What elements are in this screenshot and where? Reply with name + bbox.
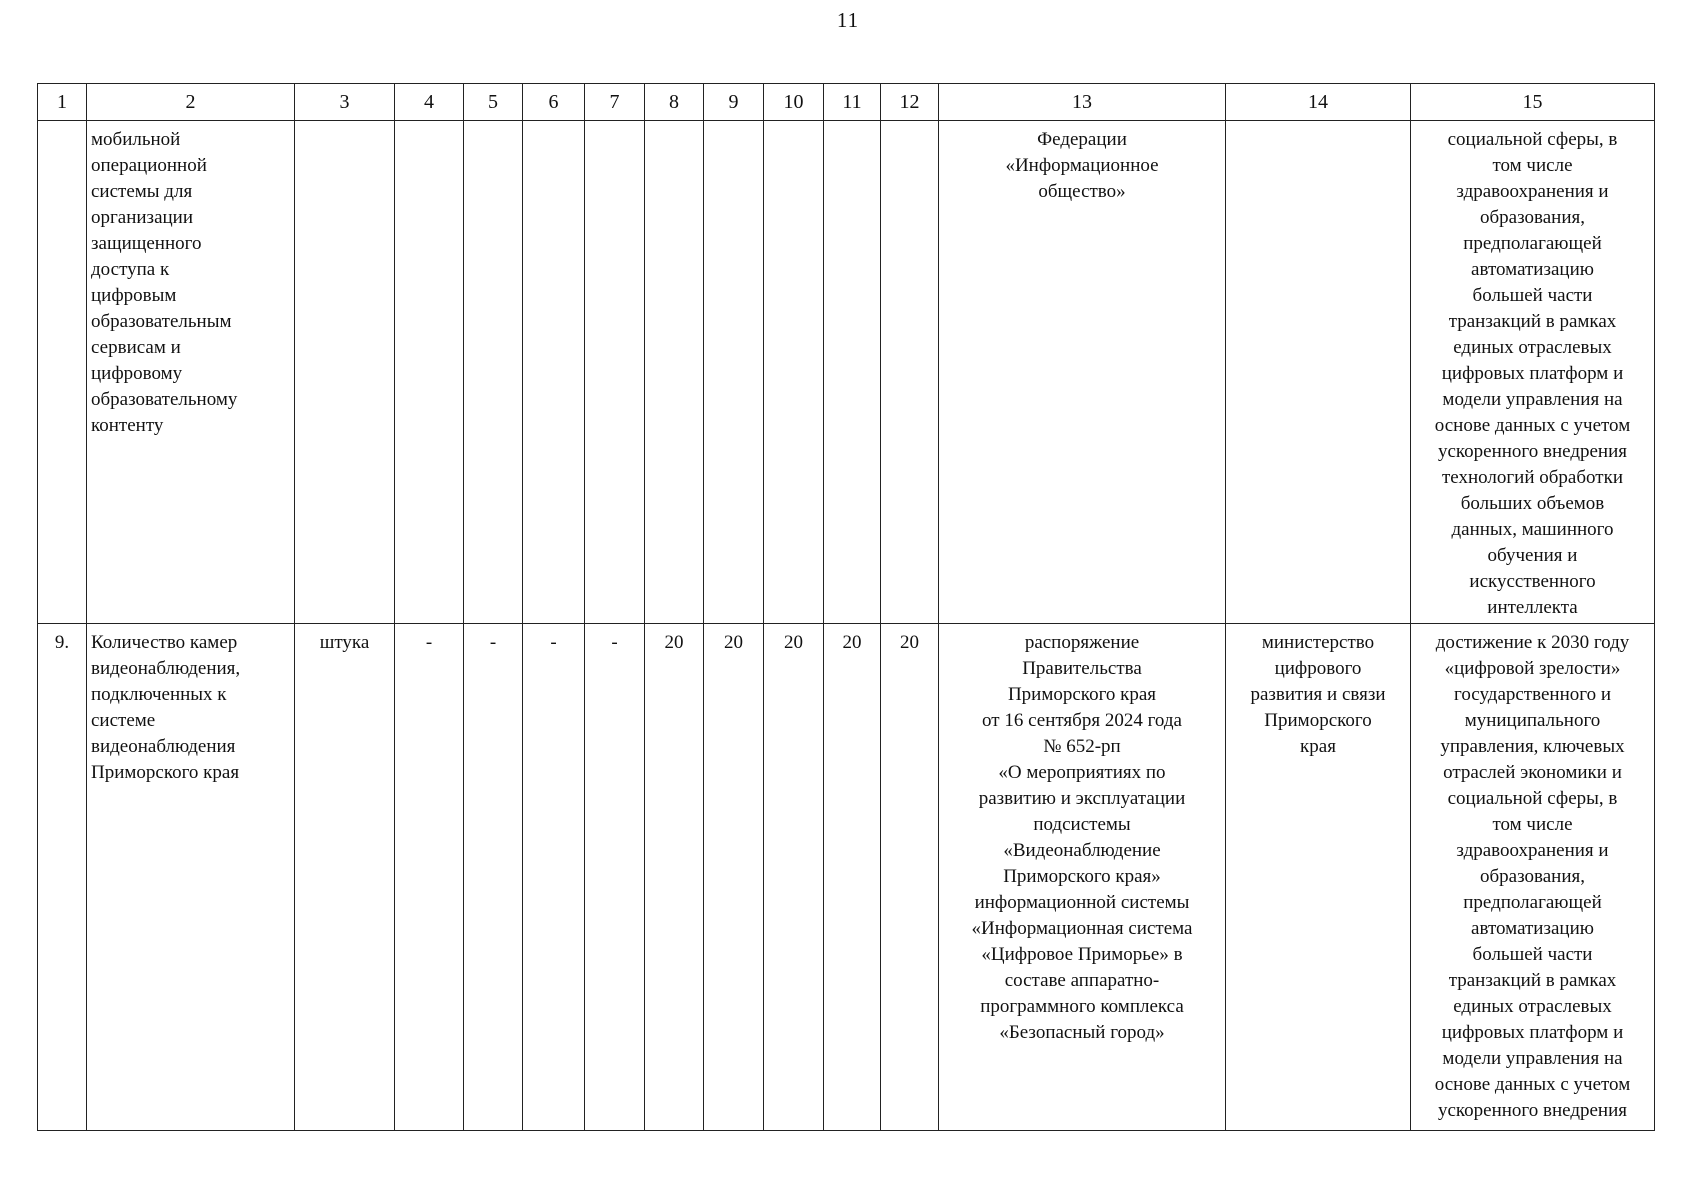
value-cell <box>645 121 704 624</box>
column-header: 3 <box>295 84 395 121</box>
value-cell: - <box>464 624 523 1131</box>
indicator-name-cell: мобильной операционной системы для организации защищенного доступа к цифровым образовательным сервисам и цифровому образовательному контенту <box>87 121 295 624</box>
value-cell <box>824 121 881 624</box>
goal-link-cell: социальной сферы, в том числе здравоохранения и образования, предполагающей автоматизацию большей части транзакций в рамках единых отраслевых цифровых платформ и модели управления на основе данных с учетом ускоренного внедрения технологий обработки больших объемов данных, машинного обучения и искусственного интеллекта <box>1411 121 1655 624</box>
column-header: 5 <box>464 84 523 121</box>
column-header: 4 <box>395 84 464 121</box>
document-basis-cell: распоряжение Правительства Приморского края от 16 сентября 2024 года № 652-рп «О мероприятиях по развитию и эксплуатации подсистемы «Видеонаблюдение Приморского края» информационной системы «Информационная система «Цифровое Приморье» в составе аппаратно- программного комплекса «Безопасный город» <box>939 624 1226 1131</box>
column-header: 11 <box>824 84 881 121</box>
value-cell <box>523 121 585 624</box>
column-header: 13 <box>939 84 1226 121</box>
table-header-row <box>38 84 1655 121</box>
column-header: 12 <box>881 84 939 121</box>
value-cell: 20 <box>704 624 764 1131</box>
column-header: 9 <box>704 84 764 121</box>
value-cell <box>464 121 523 624</box>
goal-link-cell: достижение к 2030 году «цифровой зрелости» государственного и муниципального управления, ключевых отраслей экономики и социальной сферы, в том числе здравоохранения и образования, предполагающей автоматизацию большей части транзакций в рамках единых отраслевых цифровых платформ и модели управления на основе данных с учетом ускоренного внедрения <box>1411 624 1655 1131</box>
value-cell <box>704 121 764 624</box>
column-header: 6 <box>523 84 585 121</box>
column-header: 10 <box>764 84 824 121</box>
responsible-cell: министерство цифрового развития и связи Приморского края <box>1226 624 1411 1131</box>
row-number-cell <box>38 121 87 624</box>
column-header: 15 <box>1411 84 1655 121</box>
column-header: 1 <box>38 84 87 121</box>
table-row <box>38 624 1655 1131</box>
responsible-cell <box>1226 121 1411 624</box>
value-cell <box>881 121 939 624</box>
value-cell: - <box>585 624 645 1131</box>
column-header: 8 <box>645 84 704 121</box>
value-cell: - <box>395 624 464 1131</box>
indicator-name-cell: Количество камер видеонаблюдения, подключенных к системе видеонаблюдения Приморского края <box>87 624 295 1131</box>
value-cell <box>395 121 464 624</box>
value-cell <box>764 121 824 624</box>
row-number-cell: 9. <box>38 624 87 1131</box>
table-row <box>38 121 1655 624</box>
data-table <box>37 83 1655 1131</box>
column-header: 14 <box>1226 84 1411 121</box>
page-number: 11 <box>836 8 860 32</box>
value-cell: 20 <box>824 624 881 1131</box>
value-cell: 20 <box>764 624 824 1131</box>
value-cell: 20 <box>881 624 939 1131</box>
unit-cell: штука <box>295 624 395 1131</box>
value-cell: - <box>523 624 585 1131</box>
value-cell: 20 <box>645 624 704 1131</box>
column-header: 2 <box>87 84 295 121</box>
unit-cell <box>295 121 395 624</box>
value-cell <box>585 121 645 624</box>
column-header: 7 <box>585 84 645 121</box>
document-basis-cell: Федерации «Информационное общество» <box>939 121 1226 624</box>
